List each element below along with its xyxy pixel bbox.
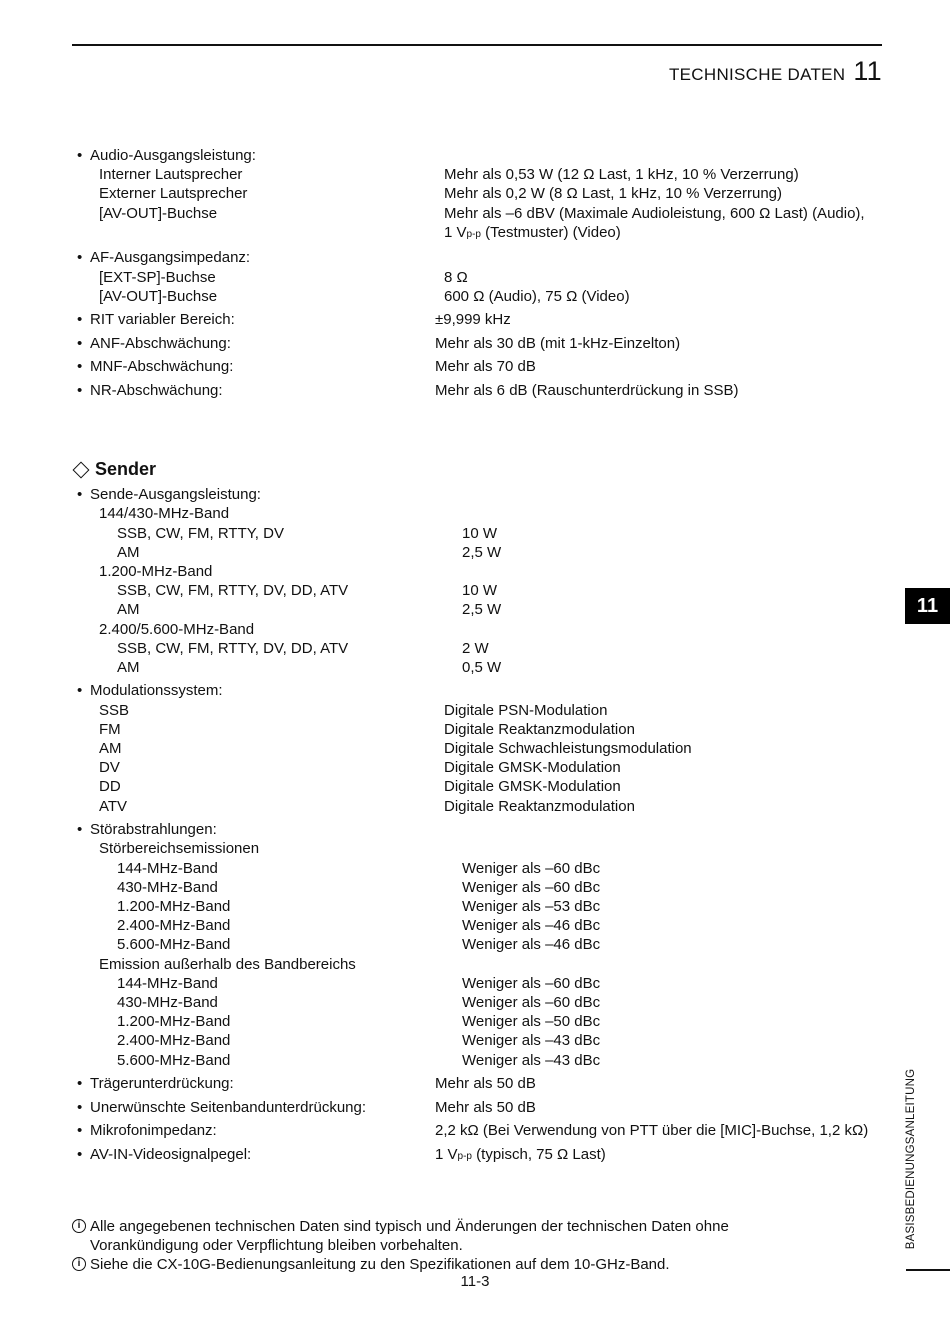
spec-label: Interner Lautsprecher (99, 166, 243, 184)
note-text: Siehe die CX-10G-Bedienungsanleitung zu den Spezifikationen auf dem 10-GHz-Band. (90, 1256, 670, 1274)
spec-label: AM (99, 740, 122, 758)
spec-row (72, 1121, 892, 1140)
notes (72, 1217, 872, 1275)
spec-value: Digitale Schwachleistungsmodulation (444, 740, 692, 758)
spec-value: 2 W (462, 639, 489, 657)
spec-label: • NR-Abschwächung: (72, 381, 435, 400)
spec-label: • Sende-Ausgangsleistung: (72, 485, 435, 504)
spec-label: • Unerwünschte Seitenbandunterdrückung: (72, 1098, 435, 1117)
spec-label: SSB, CW, FM, RTTY, DV, DD, ATV (117, 639, 349, 657)
spec-row (72, 758, 892, 777)
chapter-title (669, 56, 882, 87)
spec-label: AM (117, 543, 140, 561)
info-icon: i (72, 1257, 86, 1271)
diamond-icon (73, 461, 90, 478)
spec-row (72, 1098, 892, 1117)
spec-value (435, 485, 892, 504)
spec-label: [EXT-SP]-Buchse (99, 268, 216, 286)
spec-row (72, 600, 892, 619)
spec-value: 1 Vp-p (typisch, 75 Ω Last) (435, 1145, 606, 1163)
spec-row (72, 897, 892, 916)
spec-value: 2,2 kΩ (Bei Verwendung von PTT über die [MIC]-Buchse, 1,2 kΩ) (435, 1122, 869, 1140)
info-icon: i (72, 1219, 86, 1233)
spec-value: Mehr als 0,53 W (12 Ω Last, 1 kHz, 10 % Verzerrung) (444, 166, 799, 184)
spec-value: Weniger als –60 dBc (462, 859, 601, 877)
spec-row (72, 1031, 892, 1050)
spec-label: • Mikrofonimpedanz: (72, 1121, 435, 1140)
spec-row (72, 681, 892, 700)
spec-value: 8 Ω (444, 268, 468, 286)
spec-row (72, 839, 892, 858)
spec-row (72, 184, 892, 203)
spec-label: 2.400-MHz-Band (117, 917, 231, 935)
spec-row (72, 1145, 892, 1166)
spec-row (72, 248, 892, 267)
spec-value: Weniger als –43 dBc (462, 1032, 601, 1050)
spec-label: [AV-OUT]-Buchse (99, 204, 218, 222)
spec-value (444, 839, 892, 858)
spec-label: AM (117, 658, 140, 676)
spec-label: 1.200-MHz-Band (117, 897, 231, 915)
spec-label: ATV (99, 797, 128, 815)
spec-label: • ANF-Abschwächung: (72, 334, 435, 353)
spec-row (72, 357, 892, 376)
spec-label: • Audio-Ausgangsleistung: (72, 146, 435, 165)
spec-value: Mehr als 50 dB (435, 1075, 536, 1093)
spec-value (444, 620, 892, 639)
top-rule (72, 44, 882, 46)
note-item (72, 1255, 872, 1274)
spec-row (72, 562, 892, 581)
spec-row (72, 620, 892, 639)
spec-value: Weniger als –60 dBc (462, 974, 601, 992)
spec-value: ±9,999 kHz (435, 311, 511, 329)
spec-row (72, 639, 892, 658)
spec-row (72, 524, 892, 543)
section-heading-transmitter (72, 460, 892, 479)
spec-label: 5.600-MHz-Band (117, 1051, 231, 1069)
spec-value: Digitale Reaktanzmodulation (444, 797, 635, 815)
spec-row (72, 381, 892, 400)
spec-value: Weniger als –46 dBc (462, 936, 601, 954)
spec-row (72, 797, 892, 816)
spec-row (72, 1051, 892, 1070)
spec-value: Digitale PSN-Modulation (444, 701, 608, 719)
spec-row (72, 165, 892, 184)
audio-spec-list (72, 146, 892, 400)
spec-row (72, 485, 892, 504)
spec-label: 144-MHz-Band (117, 859, 218, 877)
spec-row (72, 935, 892, 954)
spec-label: AM (117, 601, 140, 619)
spec-row (72, 878, 892, 897)
spec-label: [AV-OUT]-Buchse (99, 287, 218, 305)
chapter-title-text: TECHNISCHE DATEN (668, 65, 846, 84)
spec-label: SSB, CW, FM, RTTY, DV (117, 524, 284, 542)
spec-label: 144/430-MHz-Band (99, 505, 230, 523)
spec-value: Mehr als 0,2 W (8 Ω Last, 1 kHz, 10 % Verzerrung) (444, 185, 783, 203)
spec-value: Weniger als –60 dBc (462, 878, 601, 896)
spec-value: 2,5 W (462, 543, 502, 561)
spec-label: • Modulationssystem: (72, 681, 435, 700)
spec-row (72, 720, 892, 739)
spec-label: 430-MHz-Band (117, 878, 218, 896)
spec-value: 0,5 W (462, 658, 502, 676)
spec-label: • Trägerunterdrückung: (72, 1074, 435, 1093)
side-rule (906, 1269, 950, 1271)
spec-value: Digitale GMSK-Modulation (444, 778, 621, 796)
spec-label: • MNF-Abschwächung: (72, 357, 435, 376)
spec-value (435, 146, 892, 165)
spec-content (72, 146, 892, 1166)
spec-row (72, 581, 892, 600)
spec-row (72, 504, 892, 523)
spec-value: Weniger als –53 dBc (462, 897, 601, 915)
spec-value: 10 W (462, 524, 498, 542)
spec-label: • AV-IN-Videosignalpegel: (72, 1145, 435, 1166)
spec-row (72, 701, 892, 720)
spec-row (72, 820, 892, 839)
spec-label: SSB (99, 701, 130, 719)
spec-label: 5.600-MHz-Band (117, 936, 231, 954)
spec-row (72, 658, 892, 677)
spec-row (72, 916, 892, 935)
spec-row (72, 334, 892, 353)
spec-row (72, 204, 892, 223)
note-item (72, 1217, 872, 1255)
spec-label (72, 223, 444, 244)
spec-label: 144-MHz-Band (117, 974, 218, 992)
spec-label: 430-MHz-Band (117, 994, 218, 1011)
spec-row (72, 146, 892, 165)
spec-value: Mehr als 30 dB (mit 1-kHz-Einzelton) (435, 334, 681, 352)
note-text-continued: Vorankündigung oder Verpflichtung bleiben vorbehalten. (90, 1237, 463, 1255)
chapter-number: 11 (853, 56, 882, 86)
spec-value: Digitale GMSK-Modulation (444, 759, 621, 777)
spec-label: • Störabstrahlungen: (72, 820, 435, 839)
spec-label: DD (99, 778, 121, 796)
spec-row (72, 777, 892, 796)
spec-value: Weniger als –46 dBc (462, 917, 601, 935)
spec-value: Weniger als –50 dBc (462, 1013, 601, 1031)
spec-value (444, 504, 892, 523)
spec-label: • RIT variabler Bereich: (72, 310, 435, 329)
spec-row (72, 543, 892, 562)
spec-value: Digitale Reaktanzmodulation (444, 720, 635, 738)
spec-label: FM (99, 720, 121, 738)
spec-row (72, 1012, 892, 1031)
spec-row (72, 859, 892, 878)
spec-label: Störbereichsemissionen (99, 840, 260, 858)
spec-value: Mehr als 50 dB (435, 1098, 536, 1116)
spec-label: 1.200-MHz-Band (99, 562, 213, 580)
spec-label: • AF-Ausgangsimpedanz: (72, 248, 435, 267)
spec-label: SSB, CW, FM, RTTY, DV, DD, ATV (117, 582, 349, 600)
spec-row (72, 268, 892, 287)
spec-value: Weniger als –43 dBc (462, 1051, 601, 1069)
page-number: 11-3 (460, 1273, 490, 1290)
spec-value: Mehr als 70 dB (435, 358, 536, 376)
spec-value (435, 248, 892, 267)
spec-value: 2,5 W (462, 601, 502, 619)
spec-value: Mehr als –6 dBV (Maximale Audioleistung, 600 Ω Last) (Audio), (444, 204, 865, 222)
spec-row (72, 310, 892, 329)
spec-value: 10 W (462, 582, 498, 600)
spec-value: 1 Vp-p (Testmuster) (Video) (444, 223, 621, 241)
spec-value (444, 955, 892, 974)
side-label-text: BASISBEDIENUNGSANLEITUNG (905, 1068, 917, 1250)
spec-value (435, 820, 892, 839)
spec-row (72, 993, 892, 1012)
spec-value: 600 Ω (Audio), 75 Ω (Video) (444, 287, 630, 305)
chapter-side-tab: 11 (905, 588, 950, 624)
note-text: Alle angegebenen technischen Daten sind typisch und Änderungen der technischen Daten ohne (90, 1218, 729, 1235)
transmitter-spec-list (72, 485, 892, 1166)
spec-value (444, 562, 892, 581)
spec-row (72, 287, 892, 306)
side-label (903, 1060, 919, 1258)
spec-row (72, 974, 892, 993)
spec-label: 2.400-MHz-Band (117, 1032, 231, 1050)
spec-row (72, 1074, 892, 1093)
spec-row (72, 955, 892, 974)
section-heading-text: Sender (95, 458, 157, 479)
spec-label: 2.400/5.600-MHz-Band (99, 620, 255, 638)
spec-value: Weniger als –60 dBc (462, 994, 601, 1011)
spec-value (435, 681, 892, 700)
spec-label: 1.200-MHz-Band (117, 1013, 231, 1031)
spec-row (72, 223, 892, 244)
spec-label: Externer Lautsprecher (99, 185, 248, 203)
spec-label: Emission außerhalb des Bandbereichs (99, 955, 356, 973)
spec-value: Mehr als 6 dB (Rauschunterdrückung in SSB) (435, 381, 739, 399)
spec-label: DV (99, 759, 120, 777)
spec-row (72, 739, 892, 758)
